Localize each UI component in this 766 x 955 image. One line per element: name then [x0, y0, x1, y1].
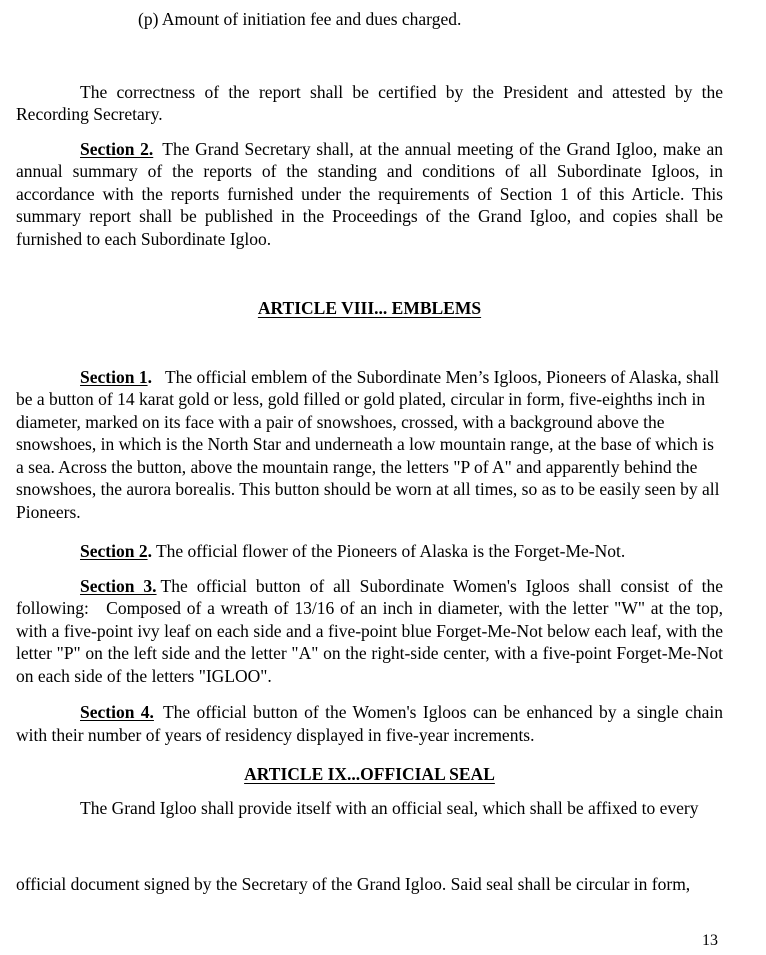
- section3-label: Section 3.: [80, 575, 157, 596]
- section2-text: The Grand Secretary shall, at the annual meeting of the Grand Igloo, make an annual summary of the reports of the standing and conditions of all Subordinate Igloos, in accordance with the reports furnished under the requirements of Section 1 of this Article. This summary report shall be published in the Proceedings of the Grand Igloo, and copies shall be furnished to each Subordinate Igloo.: [16, 138, 723, 249]
- seal-paragraph-line1: The Grand Igloo shall provide itself with an official seal, which shall be affixed to every: [80, 797, 699, 818]
- list-item-p: (p) Amount of initiation fee and dues charged.: [138, 9, 462, 29]
- article8-section2-paragraph: [16, 540, 723, 563]
- article8-section1-paragraph: [16, 366, 723, 524]
- flower-section-label: Section 2: [80, 541, 148, 561]
- section4-label: Section 4.: [80, 702, 154, 722]
- section4-text: The official button of the Women's Igloos can be enhanced by a single chain with their number of years of residency displayed in five-year increments.: [16, 702, 723, 745]
- section1-label: Section 1: [80, 366, 148, 387]
- article8-section4-paragraph: [16, 701, 723, 746]
- article-ix-heading-text: ARTICLE IX...OFFICIAL SEAL: [244, 764, 495, 784]
- page-number: 13: [702, 931, 718, 949]
- section3-text: The official button of all Subordinate Women's Igloos shall consist of the following: Composed of a wreath of 13/16 of an inch in diameter, with the letter "W" at the top, with a five-point ivy leaf on each side and a five-point blue Forget-Me-Not below each leaf, with the letter "P" on the left side and the letter "A" on the right-side center, with a five-point Forget-Me-Not on each side of the letters "IGLOO".: [16, 575, 728, 686]
- section2-label: Section 2.: [80, 138, 154, 159]
- article-viii-heading-text: ARTICLE VIII... EMBLEMS: [257, 298, 482, 318]
- article-ix-heading: [16, 763, 723, 786]
- flower-section-text: The official flower of the Pioneers of Alaska is the Forget-Me-Not.: [155, 541, 626, 561]
- section1-text: The official emblem of the Subordinate Men’s Igloos, Pioneers of Alaska, shall be a button of 14 karat gold or less, gold filled or gold plated, circular in form, five-eighths inch in diameter, marked on its face with a pair of snowshoes, crossed, with a background above the snowshoes, in which is the North Star and underneath a low mountain range, at the base of which is a sea. Across the button, above the mountain range, the letters "P of A" and apparently behind the snowshoes, the aurora borealis. This button should be worn at all times, so as to be easily seen by all Pioneers.: [16, 366, 720, 522]
- flower-section-punct: .: [147, 541, 152, 561]
- certify-paragraph: The correctness of the report shall be certified by the President and attested by the Recording Secretary.: [16, 81, 723, 124]
- section1-punct: .: [147, 366, 152, 387]
- seal-paragraph-line2: official document signed by the Secretary of the Grand Igloo. Said seal shall be circular in form,: [16, 874, 691, 894]
- article7-section2-paragraph: [16, 138, 723, 251]
- article8-section3-paragraph: [16, 575, 728, 688]
- article-viii-heading: [16, 297, 723, 320]
